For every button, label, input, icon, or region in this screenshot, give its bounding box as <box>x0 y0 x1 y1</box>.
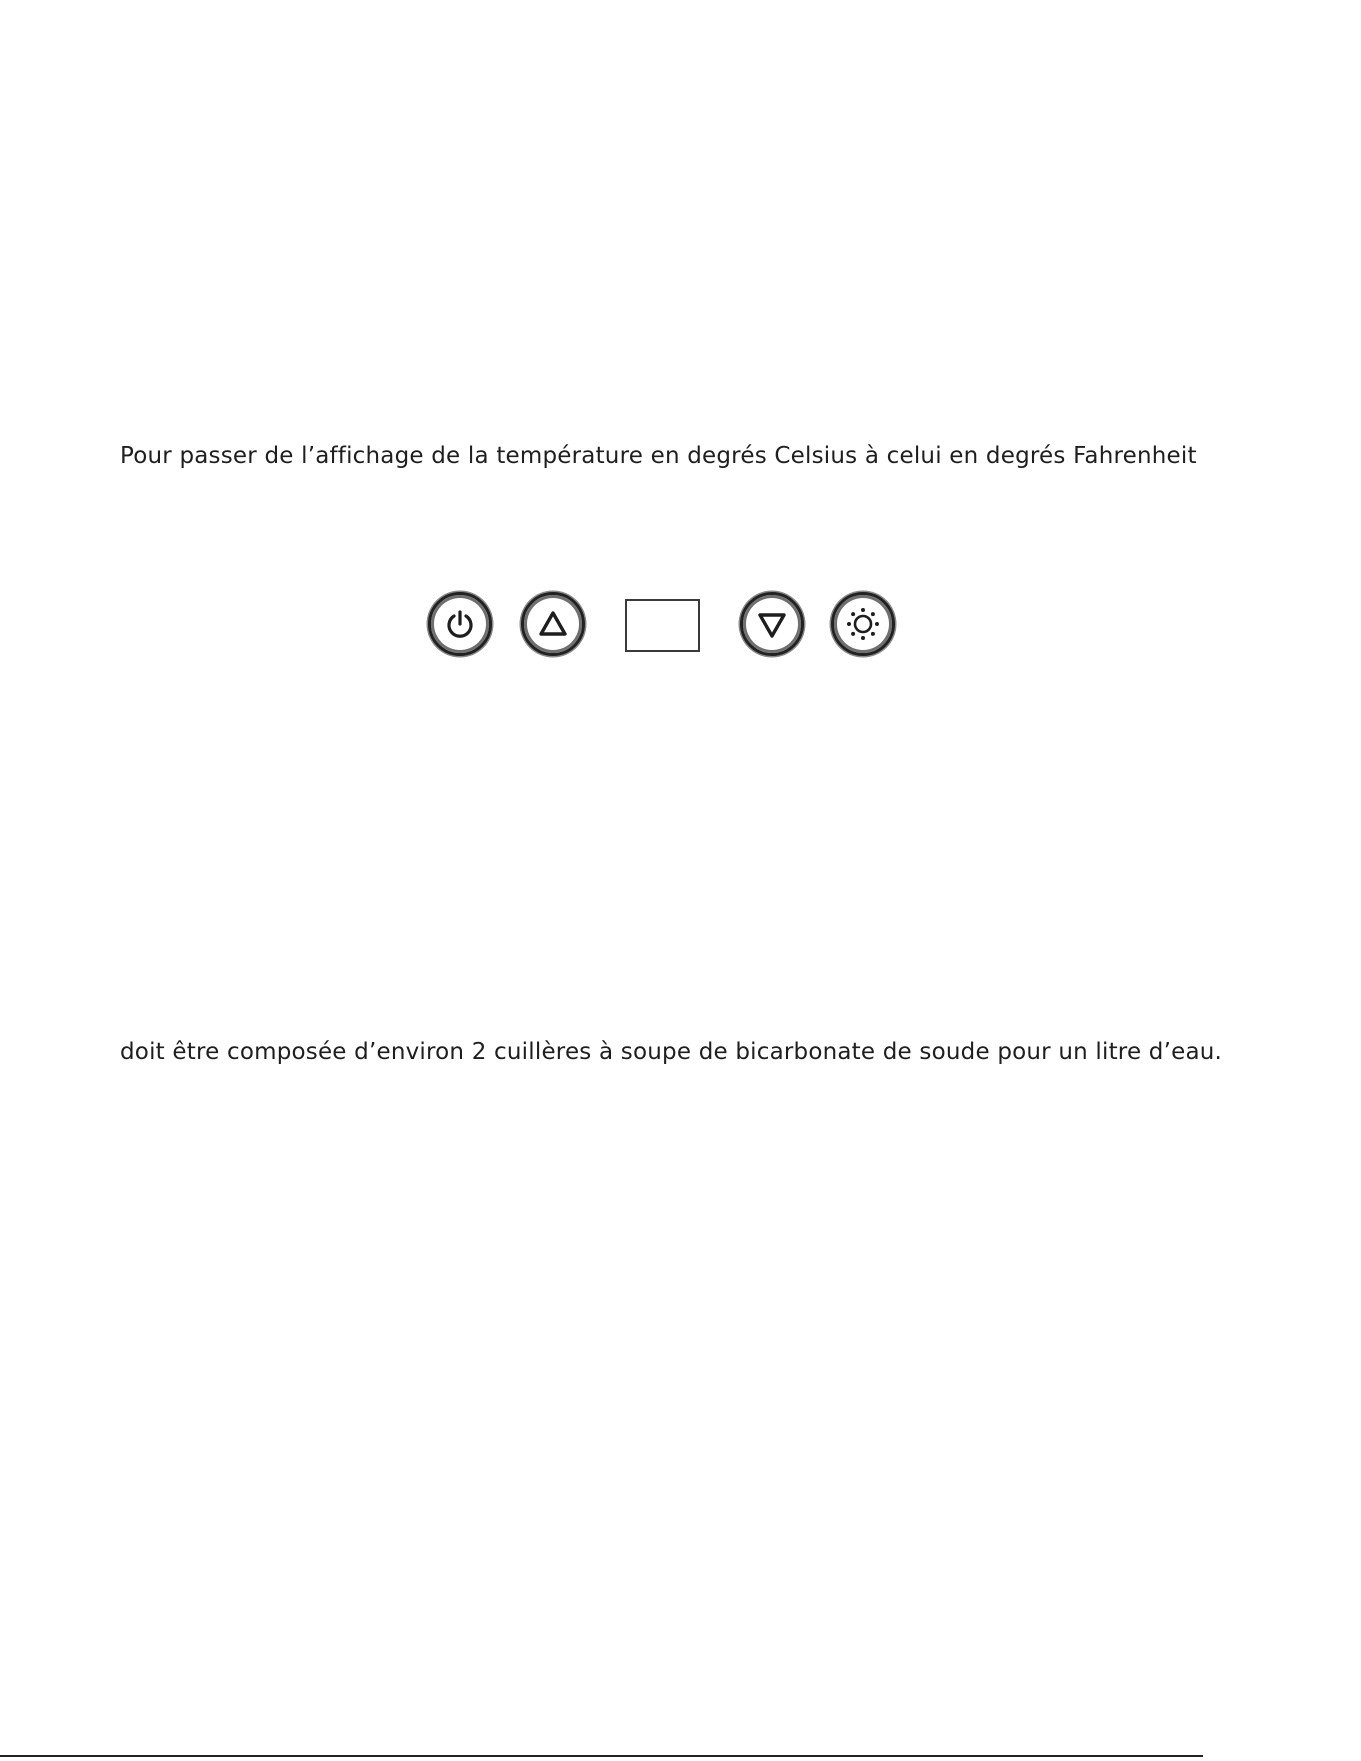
instruction-line-temperature-unit: Pour passer de l’affichage de la température en degrés Celsius à celui en degrés Fahrenheit <box>120 443 1197 469</box>
light-icon <box>844 605 882 643</box>
power-button[interactable] <box>428 592 492 656</box>
power-icon <box>443 607 477 641</box>
arrow-up-icon <box>536 607 570 641</box>
arrow-down-icon <box>755 607 789 641</box>
light-button[interactable] <box>831 592 895 656</box>
footer-divider <box>0 1755 1203 1757</box>
control-panel <box>428 589 908 661</box>
temperature-down-button[interactable] <box>740 592 804 656</box>
temperature-up-button[interactable] <box>521 592 585 656</box>
instruction-line-cleaning-solution: doit être composée d’environ 2 cuillères à soupe de bicarbonate de soude pour un litre d’eau. <box>120 1039 1223 1065</box>
temperature-display <box>625 599 700 652</box>
